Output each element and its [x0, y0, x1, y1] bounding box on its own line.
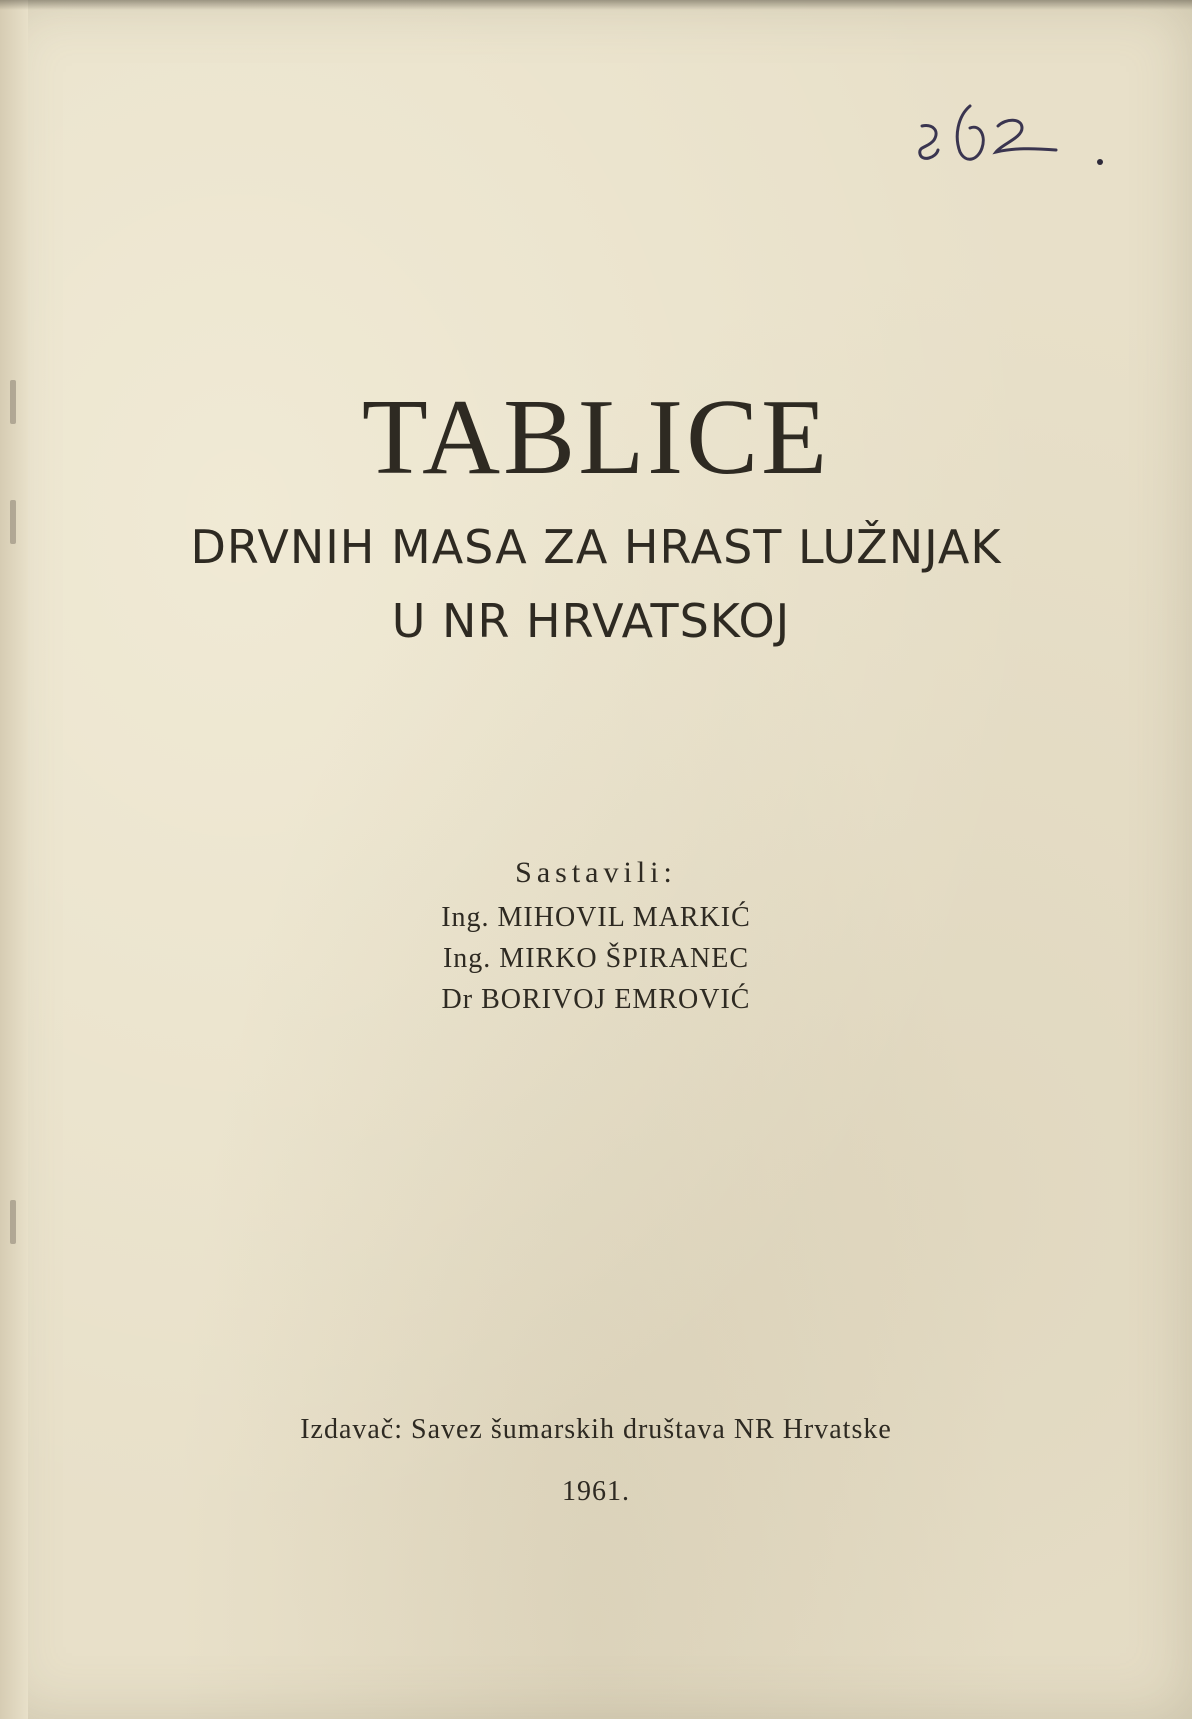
- cover-title: TABLICE: [361, 378, 831, 497]
- cover-subtitle-line-1: DRVNIH MASA ZA HRAST LUŽNJAK: [190, 520, 1002, 574]
- staple-mark-bottom: [10, 1200, 16, 1244]
- compilers-label: Sastavili:: [515, 856, 677, 889]
- handwritten-note: [910, 88, 1110, 188]
- publication-year: 1961.: [562, 1476, 630, 1507]
- cover-subtitle-line-2: U NR HRVATSKOJ: [391, 594, 791, 648]
- author-name: Dr BORIVOJ EMROVIĆ: [441, 984, 751, 1015]
- worn-top-edge: [0, 0, 1192, 10]
- author-name: Ing. MIRKO ŠPIRANEC: [442, 943, 750, 974]
- author-name: Ing. MIHOVIL MARKIĆ: [441, 902, 751, 933]
- publisher-line: Izdavač: Savez šumarskih društava NR Hrvatske: [300, 1414, 892, 1445]
